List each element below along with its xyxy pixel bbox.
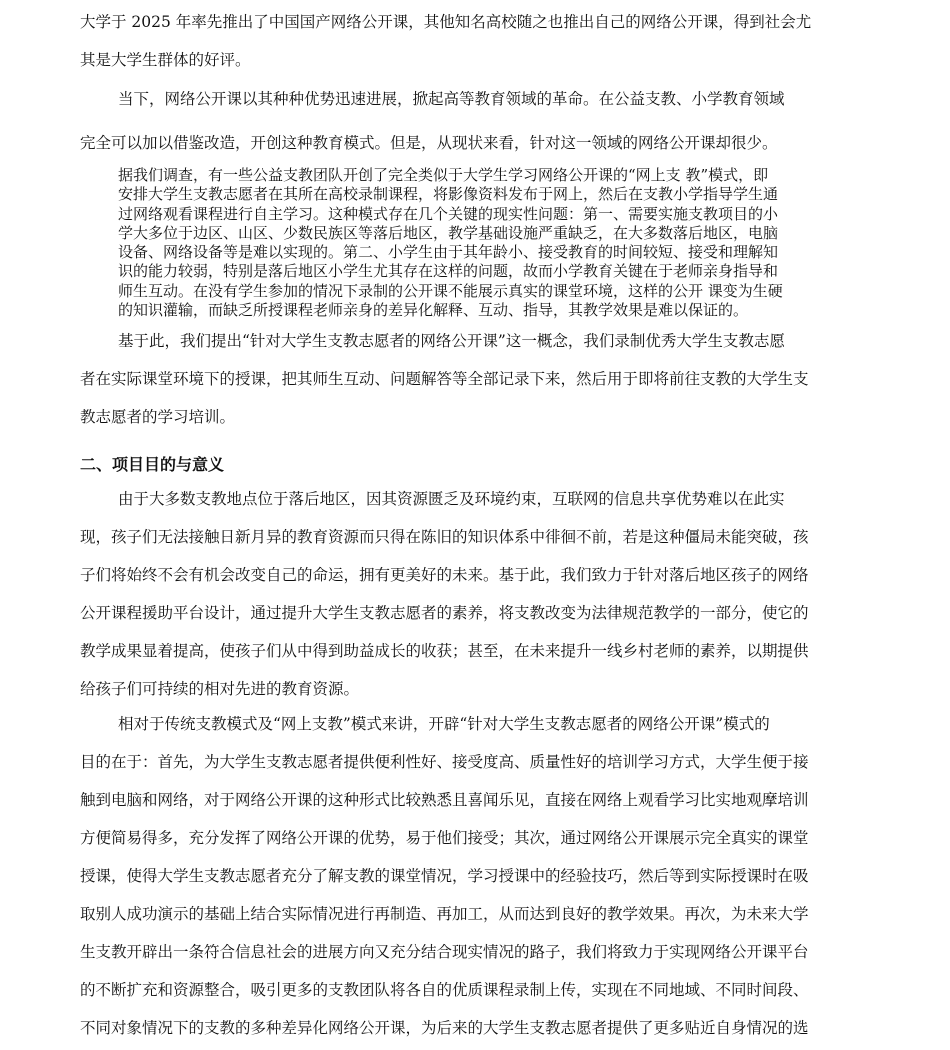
text-line: 师生互动。在没有学生参加的情况下录制的公开课不能展示真实的课堂环境，这样的公开 课变为生硬 [118, 281, 783, 300]
text-line: 取别人成功演示的基础上结合实际情况进行再制造、再加工，从而达到良好的教学效果。再次，为未来大学 [80, 905, 809, 923]
text-line: 者在实际课堂环境下的授课，把其师生互动、问题解答等全部记录下来，然后用于即将前往支教的大学生支 [80, 370, 809, 388]
paragraph-compare [80, 705, 860, 1047]
text-line: 触到电脑和网络，对于网络公开课的这种形式比较熟悉且喜闻乐见，直接在网络上观看学习比实地观摩培训 [80, 791, 809, 809]
text-line: 给孩子们可持续的相对先进的教育资源。 [80, 680, 360, 698]
text-line: 学大多位于边区、山区、少数民族区等落后地区，教学基础设施严重缺乏，在大多数落后地区，电脑 [118, 223, 779, 242]
text-line: 教学成果显着提高，使孩子们从中得到助益成长的收获；甚至，在未来提升一线乡村老师的素养，以期提供 [80, 642, 809, 660]
text-line: 子们将始终不会有机会改变自己的命运，拥有更美好的未来。基于此，我们致力于针对落后地区孩子的网络 [80, 566, 809, 584]
text-line: 方便简易得多，充分发挥了网络公开课的优势，易于他们接受；其次，通过网络公开课展示完全真实的课堂 [80, 829, 809, 847]
paragraph-current [80, 80, 860, 162]
text-line: 教志愿者的学习培训。 [80, 408, 236, 426]
text-line: 大学于 2025 年率先推出了中国国产网络公开课，其他知名高校随之也推出自己的网络公开课，得到社会尤 [80, 13, 812, 31]
paragraph-purpose [80, 480, 860, 708]
text-line: 授课，使得大学生支教志愿者充分了解支教的课堂情况，学习授课中的经验技巧，然后等到实际授课时在吸 [80, 867, 809, 885]
text-line: 当下，网络公开课以其种种优势迅速进展，掀起高等教育领域的革命。在公益支教、小学教育领域 [118, 90, 785, 108]
text-line: 的不断扩充和资源整合，吸引更多的支教团队将各自的优质课程录制上传，实现在不同地域、不同时间段、 [80, 981, 809, 999]
text-line: 相对于传统支教模式及“网上支教”模式来讲，开辟“针对大学生支教志愿者的网络公开课”模式的 [118, 715, 770, 733]
text-line: 的知识灌输，而缺乏所授课程老师亲身的差异化解释、互动、指导，其教学效果是难以保证的。 [118, 301, 749, 320]
text-line: 完全可以加以借鉴改造，开创这种教育模式。但是，从现状来看，针对这一领域的网络公开课却很少。 [80, 134, 778, 152]
text-line: 据我们调查，有一些公益支教团队开创了完全类似于大学生学习网络公开课的“网上支 教”模式，即 [118, 166, 769, 184]
text-line: 安排大学生支教志愿者在其所在高校录制课程，将影像资料发布于网上，然后在支教小学指导学生通 [118, 185, 779, 204]
section-heading: 二、项目目的与意义 [80, 455, 225, 474]
text-line: 公开课程援助平台设计，通过提升大学生支教志愿者的素养，将支教改变为法律规范教学的一部分，使它的 [80, 604, 809, 622]
text-line: 现，孩子们无法接触日新月异的教育资源而只得在陈旧的知识体系中徘徊不前，若是这种僵局未能突破，孩 [80, 528, 809, 546]
text-line: 由于大多数支教地点位于落后地区，因其资源匮乏及环境约束，互联网的信息共享优势难以在此实 [118, 490, 785, 508]
paragraph-survey [80, 166, 860, 320]
text-line: 识的能力较弱，特别是落后地区小学生尤其存在这样的问题，故而小学教育关键在于老师亲身指导和 [118, 262, 779, 281]
text-line: 不同对象情况下的支教的多种差异化网络公开课，为后来的大学生支教志愿者提供了更多贴近自身情况的选 [80, 1019, 809, 1037]
text-line: 设备、网络设备等是难以实现的。第二、小学生由于其年龄小、接受教育的时间较短、接受和理解知 [118, 243, 779, 262]
text-line: 其是大学生群体的好评。 [80, 51, 251, 69]
text-line: 生支教开辟出一条符合信息社会的进展方向又充分结合现实情况的路子，我们将致力于实现网络公开课平台 [80, 943, 809, 961]
text-line: 过网络观看课程进行自主学习。这种模式存在几个关键的现实性问题：第一、需要实施支教项目的小 [118, 204, 779, 223]
paragraph-proposal [80, 322, 860, 436]
text-line: 目的在于：首先，为大学生支教志愿者提供便利性好、接受度高、质量性好的培训学习方式，大学生便于接 [80, 753, 809, 771]
paragraph-intro [80, 3, 860, 79]
text-line: 基于此，我们提出“针对大学生支教志愿者的网络公开课”这一概念，我们录制优秀大学生支教志愿 [118, 332, 785, 350]
